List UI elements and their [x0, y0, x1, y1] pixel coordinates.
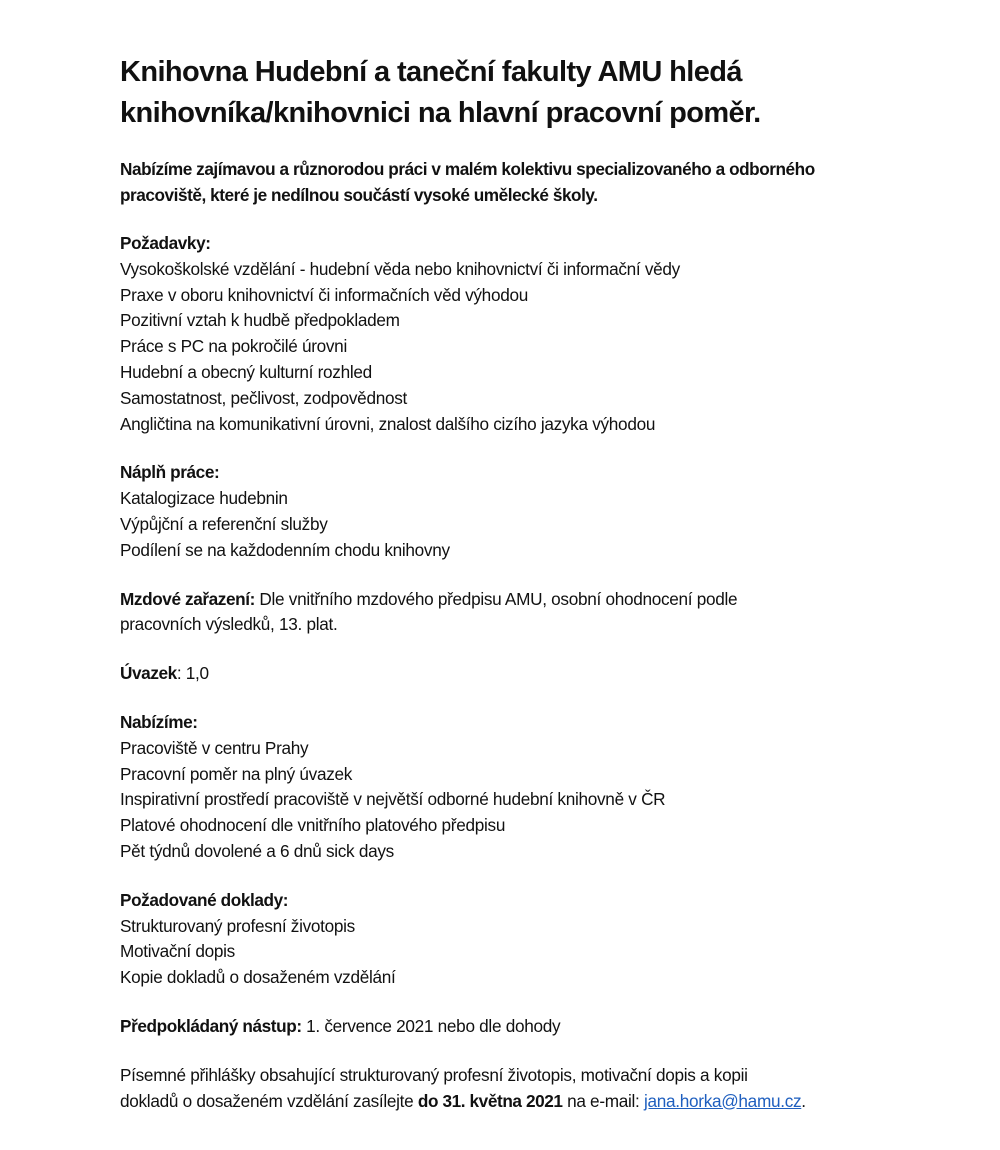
- list-item: Pět týdnů dovolené a 6 dnů sick days: [120, 840, 394, 861]
- workload-label: Úvazek: [120, 663, 177, 684]
- list-item: Pozitivní vztah k hudbě předpokladem: [120, 310, 400, 331]
- list-item: Pracovní poměr na plný úvazek: [120, 763, 353, 784]
- requirements-heading: Požadavky:: [120, 233, 211, 253]
- list-item: Výpůjční a referenční služby: [120, 513, 328, 534]
- list-item: Katalogizace hudebnin: [120, 488, 288, 509]
- list-item: Samostatnost, pečlivost, zodpovědnost: [120, 387, 407, 408]
- intro-line-1: Nabízíme zajímavou a různorodou práci v malém kolektivu specializovaného a odborného: [120, 159, 815, 179]
- application-line-1: Písemné přihlášky obsahující strukturovaný profesní životopis, motivační dopis a kopii: [120, 1064, 748, 1085]
- salary-line-1: [120, 587, 920, 613]
- start-section: [120, 1014, 920, 1040]
- list-item: Vysokoškolské vzdělání - hudební věda nebo knihovnictví či informační vědy: [120, 258, 680, 279]
- start-value: 1. července 2021 nebo dle dohody: [301, 1015, 561, 1036]
- title-line-2: knihovníka/knihovnici na hlavní pracovní poměr.: [120, 97, 761, 129]
- documents-section: [120, 888, 920, 991]
- application-suffix: .: [801, 1090, 806, 1111]
- documents-heading: Požadované doklady:: [120, 889, 289, 910]
- list-item: Angličtina na komunikativní úrovni, znalost dalšího cizího jazyka výhodou: [120, 413, 656, 434]
- application-middle: na e-mail:: [562, 1090, 645, 1111]
- start-line: [120, 1014, 920, 1040]
- list-item: Kopie dokladů o dosaženém vzdělání: [120, 967, 396, 988]
- list-item: Praxe v oboru knihovnictví či informačních věd výhodou: [120, 284, 528, 305]
- duties-section: [120, 460, 920, 563]
- application-section: [120, 1063, 920, 1115]
- application-prefix: dokladů o dosaženém vzdělání zasílejte: [120, 1090, 418, 1111]
- title-line-1: Knihovna Hudební a taneční fakulty AMU hledá: [120, 56, 742, 88]
- list-item: Motivační dopis: [120, 941, 235, 962]
- list-item: Platové ohodnocení dle vnitřního platového předpisu: [120, 815, 506, 836]
- salary-text-1: Dle vnitřního mzdového předpisu AMU, osobní ohodnocení podle: [254, 588, 738, 609]
- offer-heading: Nabízíme:: [120, 711, 198, 732]
- page-title: [120, 52, 920, 134]
- workload-section: [120, 661, 920, 687]
- requirements-section: [120, 231, 920, 437]
- list-item: Práce s PC na pokročilé úrovni: [120, 336, 347, 357]
- offer-section: [120, 710, 920, 865]
- intro-line-2: pracoviště, které je nedílnou součástí vysoké umělecké školy.: [120, 184, 598, 205]
- duties-heading: Náplň práce:: [120, 462, 220, 483]
- email-link[interactable]: jana.horka@hamu.cz: [644, 1090, 802, 1111]
- deadline-text: do 31. května 2021: [417, 1090, 563, 1111]
- intro-paragraph: [120, 157, 920, 208]
- list-item: Inspirativní prostředí pracoviště v největší odborné hudební knihovně v ČR: [120, 789, 666, 810]
- start-label: Předpokládaný nástup:: [120, 1015, 302, 1036]
- list-item: Podílení se na každodenním chodu knihovny: [120, 539, 450, 560]
- salary-section: [120, 587, 920, 639]
- salary-text-2: pracovních výsledků, 13. plat.: [120, 614, 338, 635]
- workload-value: : 1,0: [176, 663, 209, 684]
- application-line-2: [120, 1089, 920, 1115]
- list-item: Hudební a obecný kulturní rozhled: [120, 361, 372, 382]
- list-item: Pracoviště v centru Prahy: [120, 737, 309, 758]
- salary-label: Mzdové zařazení:: [120, 588, 255, 609]
- list-item: Strukturovaný profesní životopis: [120, 915, 355, 936]
- workload-line: [120, 661, 920, 687]
